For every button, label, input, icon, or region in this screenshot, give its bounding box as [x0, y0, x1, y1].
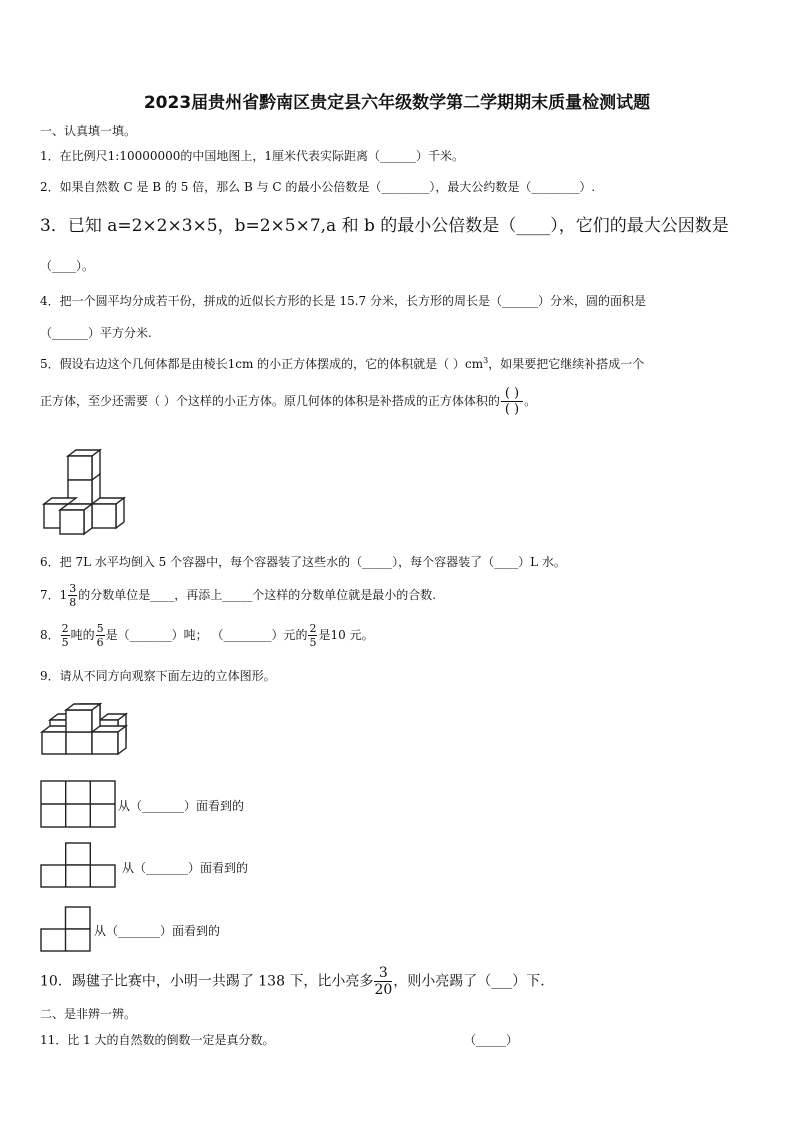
q5-superscript: 3: [483, 356, 489, 365]
frac-numerator: 2: [61, 622, 69, 635]
q5-line2-end: 。: [524, 394, 537, 408]
frac-denominator: 8: [69, 596, 77, 609]
question-8: [40, 623, 374, 648]
q5-line2-text: 正方体，至少还需要（ ）个这样的小正方体。原几何体的体积是补搭成的正方体体积的: [40, 394, 500, 408]
q5-fraction-blank: [501, 386, 523, 417]
question-11: 11．比 1 大的自然数的倒数一定是真分数。: [40, 1033, 275, 1047]
frac-denominator: 5: [61, 636, 69, 649]
q10-suffix: ，则小亮踢了（___）下.: [393, 973, 545, 990]
view-grid-2: [40, 842, 116, 888]
frac-numerator: 3: [69, 582, 77, 595]
section-heading-2: 二、是非辨一辨。: [40, 1007, 137, 1021]
q8-fraction-2: [96, 623, 105, 648]
view-label-2: 从（_______）面看到的: [122, 861, 249, 875]
question-3-line1: 3．已知 a=2×2×3×5，b=2×5×7,a 和 b 的最小公倍数是（____），它们的最大公因数是: [40, 216, 729, 236]
frac-denominator: ( ): [504, 402, 520, 417]
cube-stack-figure: [40, 448, 130, 538]
q8-fraction-1: [61, 623, 70, 648]
q7-prefix: 7．1: [40, 588, 68, 602]
question-6: 6．把 7L 水平均倒入 5 个容器中，每个容器装了这些水的（_____），每个容器装了（____）L 水。: [40, 555, 566, 569]
view-grid-3: [40, 906, 92, 952]
frac-numerator: 2: [309, 622, 317, 635]
frac-numerator: 5: [96, 622, 104, 635]
frac-numerator: ( ): [501, 386, 523, 402]
q8-text-2: 是（_______）吨； （________）元的: [105, 628, 308, 642]
frac-denominator: 6: [96, 636, 104, 649]
q8-suffix: 是10 元。: [318, 628, 374, 642]
view-grid-1: [40, 780, 116, 828]
q8-text-1: 吨的: [70, 628, 95, 642]
question-3-line2: （____）。: [40, 259, 95, 273]
question-4-line1: 4．把一个圆平均分成若干份，拼成的近似长方形的长是 15.7 分米，长方形的周长是（______）分米，圆的面积是: [40, 294, 646, 308]
q8-prefix: 8．: [40, 628, 60, 642]
view-label-3: 从（_______）面看到的: [94, 924, 221, 938]
section-heading-1: 一、认真填一填。: [40, 124, 137, 138]
frac-denominator: 20: [374, 982, 393, 998]
q5-text-tail: ，如果要把它继续补搭成一个: [488, 357, 645, 371]
q10-fraction: [374, 966, 392, 997]
solid-figure: [40, 700, 140, 760]
view-label-1: 从（_______）面看到的: [118, 799, 245, 813]
answer-blank[interactable]: （_____）: [464, 1033, 519, 1047]
question-4-line2: （______）平方分米.: [40, 326, 152, 340]
frac-denominator: 5: [309, 636, 317, 649]
q7-fraction: [68, 583, 77, 608]
q10-prefix: 10．踢毽子比赛中，小明一共踢了 138 下，比小亮多: [40, 973, 374, 990]
question-10: [40, 966, 545, 997]
q7-suffix: 的分数单位是____，再添上_____个这样的分数单位就是最小的合数.: [78, 588, 437, 602]
question-7: [40, 583, 436, 608]
question-5-line2: [40, 386, 536, 417]
frac-numerator: 3: [374, 966, 392, 982]
question-1: 1．在比例尺1:10000000的中国地图上，1厘米代表实际距离（______）千米。: [40, 149, 465, 163]
q8-fraction-3: [308, 623, 317, 648]
question-2: 2．如果自然数 C 是 B 的 5 倍，那么 B 与 C 的最小公倍数是（________），最大公约数是（________）.: [40, 180, 596, 194]
question-9: 9．请从不同方向观察下面左边的立体图形。: [40, 669, 276, 683]
question-5-line1: [40, 355, 644, 372]
q5-text: 5．假设右边这个几何体都是由棱长1cm 的小正方体摆成的，它的体积就是（ ）cm: [40, 357, 484, 371]
page-title: 2023届贵州省黔南区贵定县六年级数学第二学期期末质量检测试题: [143, 93, 651, 113]
